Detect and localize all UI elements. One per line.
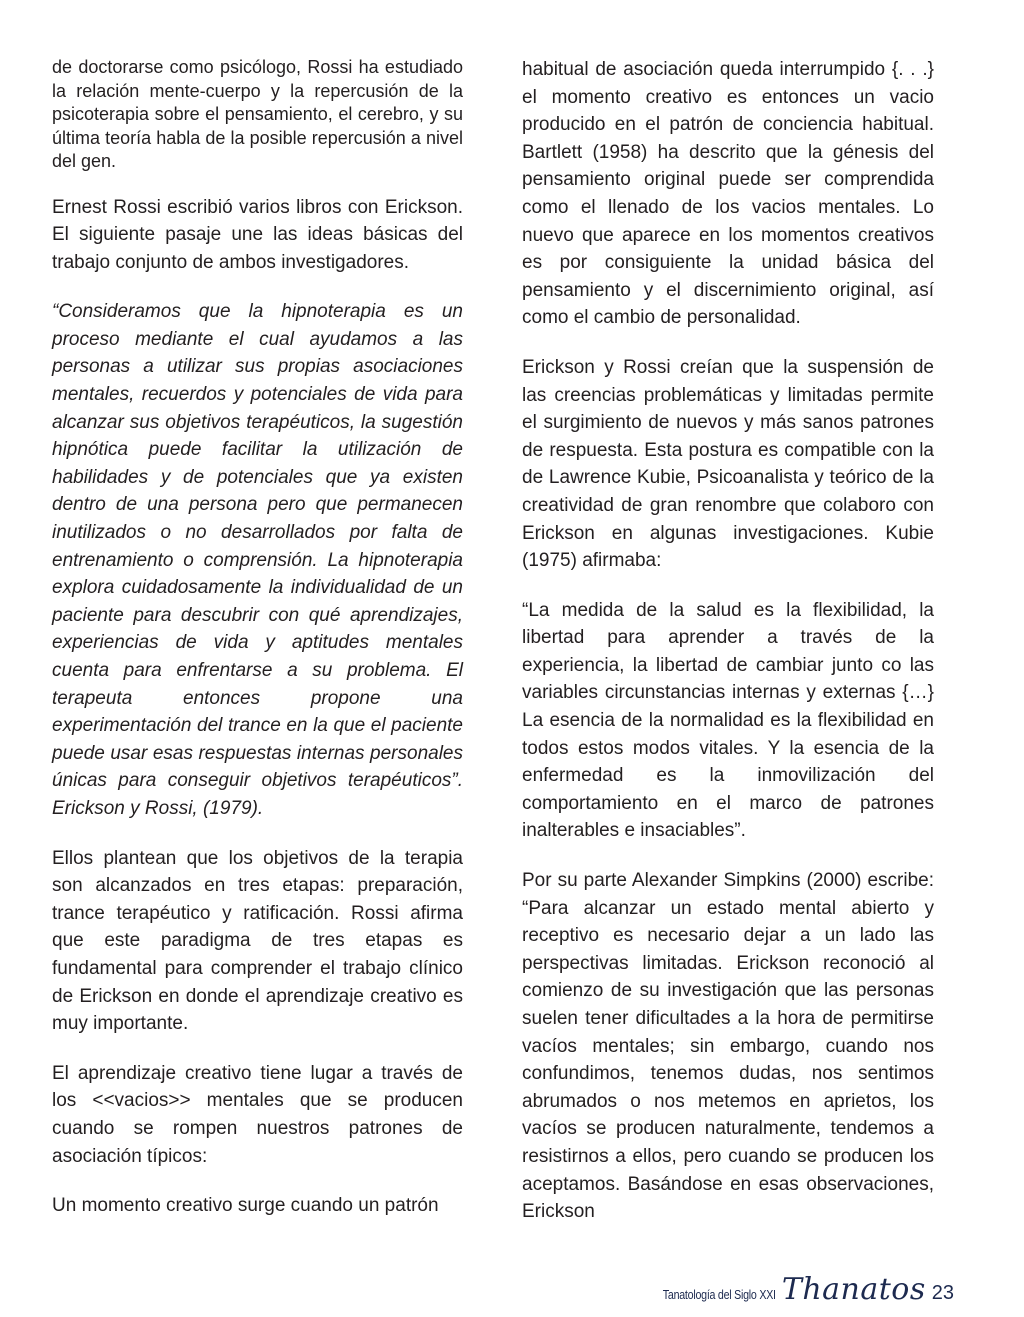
quote-paragraph: “Consideramos que la hipnoterapia es un proceso mediante el cual ayudamos a las personas a utilizar sus propias asociaciones mentales, recuerdos y potenciales de vida para alcanzar sus objetivos terapéuticos, la sugestión hipnótica puede facilitar la utilización de habilidades y de potenciales que ya existen dentro de una persona pero que permanecen inutilizados o no desarrollados por falta de entrenamiento o comprensión. La hipnoterapia explora cuidadosamente la individualidad de un paciente para descubrir con qué aprendizajes, experiencias de vida y aptitudes mentales cuenta para enfrentarse a su problema. El terapeuta entonces propone una experimentación del trance en la que el paciente puede usar esas respuestas internas personales únicas para conseguir objetivos terapéuticos”. Erickson y Rossi, (1979).	[52, 301, 463, 819]
page-footer	[638, 1272, 954, 1307]
paragraph: Por su parte Alexander Simpkins (2000) escribe: “Para alcanzar un estado mental abierto y receptivo es necesario dejar a un lado las perspectivas limitadas. Erickson reconoció al comienzo de su investigación que las personas suelen tener dificultades a la hora de permitirse vacíos mentales; sin embargo, cuando nos confundimos, tenemos dudas, nos sentimos abrumados o nos metemos en aprietos, los vacíos se producen naturalmente, tendemos a resistirnos a ellos, pero cuando se producen los aceptamos. Basándose en esas observaciones, Erickson	[522, 870, 934, 1223]
paragraph: Ellos plantean que los objetivos de la terapia son alcanzados en tres etapas: preparación, trance terapéutico y ratificación. Rossi afirma que este paradigma de tres etapas es fundamental para comprender el trabajo clínico de Erickson en donde el aprendizaje creativo es muy importante.	[52, 847, 463, 1035]
paragraph: habitual de asociación queda interrumpido {. . .} el momento creativo es entonces un vacio producido en el patrón de conciencia habitual. Bartlett (1958) ha descrito que la génesis del pensamiento original puede ser comprendida como el llenado de los vacios mentales. Lo nuevo que aparece en los momentos creativos es por consiguiente la unidad básica del pensamiento y el discernimiento original, así como el cambio de personalidad.	[522, 59, 934, 329]
paragraph: de doctorarse como psicólogo, Rossi ha estudiado la relación mente-cuerpo y la repercusión de la psicoterapia sobre el pensamiento, el cerebro, y su última teoría habla de la posible repercusión a nivel del gen.	[52, 57, 463, 171]
publication-name: Tanatología del Siglo XXI	[662, 1287, 776, 1302]
paragraph: Ernest Rossi escribió varios libros con Erickson. El siguiente pasaje une las ideas básicas del trabajo conjunto de ambos investigadores.	[52, 196, 463, 273]
left-text-column	[52, 56, 463, 1242]
magazine-logo: Thanatos	[781, 1272, 926, 1307]
paragraph: Erickson y Rossi creían que la suspensión de las creencias problemáticas y limitadas permite el surgimiento de nuevos y más sanos patrones de respuesta. Esta postura es compatible con la de Lawrence Kubie, Psicoanalista y teórico de la creatividad de gran renombre que colaboro con Erickson en algunas investigaciones. Kubie (1975) afirmaba:	[522, 356, 934, 572]
right-text-column	[522, 56, 934, 1248]
paragraph: El aprendizaje creativo tiene lugar a través de los <<vacios>> mentales que se producen cuando se rompen nuestros patrones de asociación típicos:	[52, 1062, 463, 1167]
page-number: 23	[931, 1282, 954, 1304]
quote-paragraph: “La medida de la salud es la flexibilidad, la libertad para aprender a través de la experiencia, la libertad de cambiar junto co las variables circunstancias internas y externas {…} La esencia de la normalidad es la flexibilidad en todos estos modos vitales. Y la esencia de la enfermedad es la inmovilización del comportamiento en el marco de patrones inalterables e insaciables”.	[522, 599, 934, 842]
paragraph: Un momento creativo surge cuando un patrón	[52, 1195, 439, 1217]
